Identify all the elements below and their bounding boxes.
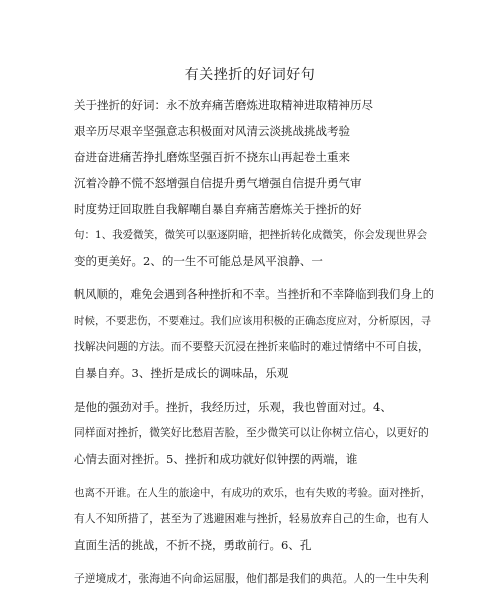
text-line: 子逆境成才，张海迪不向命运屈服，他们都是我们的典范。人的一生中失利 [74,572,429,585]
text-line: 变的更美好。2、的一生不可能总是风平浪静、一 [74,254,323,268]
text-line: 帆风顺的，难免会遇到各种挫折和不幸。当挫折和不幸降临到我们身上的 [74,288,435,301]
text-line: 找解决问题的方法。而不要整天沉浸在挫折来临时的难过情绪中不可自拔， [74,340,429,353]
text-line: 时度势迂回取胜自我解嘲自暴自弃痛苦磨炼关于挫折的好 [74,202,362,216]
text-line: 关于挫折的好词：永不放弃痛苦磨炼进取精神进取精神历尽 [74,98,373,112]
text-line: 时候，不要悲伤，不要难过。我们应该用积极的正确态度应对，分析原因，寻 [74,315,431,327]
text-line: 有人不知所措了，甚至为了逃避困难与挫折，轻易放弃自己的生命，也有人 [74,512,429,525]
text-line: 是他的强劲对手。挫折，我经历过，乐观，我也曾面对过。4、 [74,400,392,414]
text-line: 艰辛历尽艰辛坚强意志积极面对风清云淡挑战挑战考验 [74,124,350,138]
text-line: 沉着冷静不慌不怒增强自信提升勇气增强自信提升勇气审 [74,176,362,190]
text-line: 心情去面对挫折。5、挫折和成功就好似钟摆的两端，谁 [74,452,358,466]
text-line: 句：1、我爱微笑，微笑可以驱逐阴暗，把挫折转化成微笑，你会发现世界会 [74,229,428,241]
text-line: 同样面对挫折，微笑好比愁眉苦脸，至少微笑可以让你树立信心，以更好的 [74,426,429,439]
page-title: 有关挫折的好词好句 [184,67,316,83]
document-body [74,92,434,592]
text-line: 奋进奋进痛苦挣扎磨炼坚强百折不挠东山再起卷土重来 [74,150,350,164]
text-line: 直面生活的挑战，不折不挠，勇敢前行。6、孔 [74,538,312,552]
text-line: 也离不开谁。在人生的旅途中，有成功的欢乐，也有失败的考验。面对挫折， [74,487,431,499]
text-line: 自暴自弃。3、挫折是成长的调味品，乐观 [74,366,289,380]
